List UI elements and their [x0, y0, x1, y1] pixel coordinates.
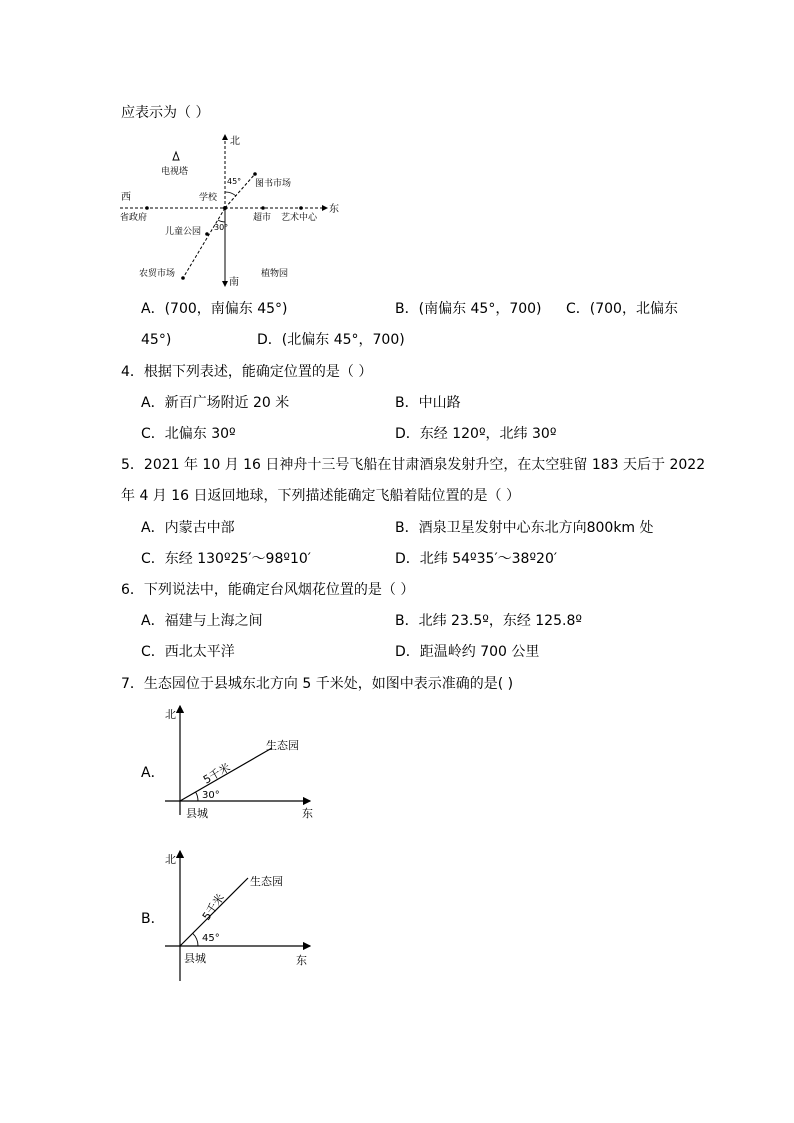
intro-text: 应表示为（ ）: [121, 105, 210, 121]
fig-a-east: 东: [302, 807, 313, 820]
q6-option-d: D．距温岭约 700 公里: [395, 644, 540, 660]
q6-stem: 6．下列说法中，能确定台风烟花位置的是（ ）: [121, 582, 415, 598]
label-school: 学校: [199, 193, 218, 203]
fig-b-origin: 县城: [184, 952, 206, 965]
fig-b-angle: 45°: [202, 933, 220, 944]
fig-a-origin: 县城: [186, 807, 208, 820]
q6-option-b: B．北纬 23.5º，东经 125.8º: [395, 613, 582, 629]
sw-ray: [183, 208, 225, 278]
q4-option-b: B．中山路: [395, 395, 461, 411]
q3-option-d: D．(北偏东 45°，700): [257, 332, 405, 348]
q7-stem: 7．生态园位于县城东北方向 5 千米处，如图中表示准确的是( ): [121, 676, 514, 692]
label-art-center: 艺术中心: [281, 213, 318, 223]
q3-option-a: A．(700，南偏东 45°): [141, 301, 288, 317]
label-botanical: 植物园: [261, 269, 289, 279]
q7-fig-a-letter: A．: [141, 765, 165, 781]
label-angle-45: 45°: [227, 177, 242, 186]
fig-a-target: 生态园: [266, 739, 299, 752]
label-gov: 省政府: [120, 213, 148, 223]
tv-tower-icon: [173, 152, 179, 160]
q5-option-d: D．北纬 54º35′～38º20′: [395, 551, 558, 567]
fig-a-distance: 5千米: [201, 760, 233, 787]
label-north: 北: [230, 136, 240, 147]
label-east: 东: [329, 204, 339, 215]
q5-option-c: C．东经 130º25′～98º10′: [141, 551, 311, 567]
fig-b-target: 生态园: [250, 875, 283, 888]
label-farm-market: 农贸市场: [139, 269, 176, 279]
q3-option-b: B．(南偏东 45°，700): [395, 301, 542, 317]
q4-stem: 4．根据下列表述，能确定位置的是（ ）: [121, 364, 373, 380]
q4-option-a: A．新百广场附近 20 米: [141, 395, 290, 411]
q5-stem-line2: 年 4 月 16 日返回地球，下列描述能确定飞船着陆位置的是（ ）: [121, 488, 520, 504]
q5-stem-line1: 5．2021 年 10 月 16 日神舟十三号飞船在甘肃酒泉发射升空，在太空驻留 183 天后于 2022: [121, 457, 706, 473]
q5-option-b: B．酒泉卫星发射中心东北方向800km 处: [395, 520, 654, 536]
q7-fig-b-letter: B．: [141, 911, 165, 927]
label-kids-park: 儿童公园: [165, 227, 202, 237]
q7-figure-a: [160, 700, 330, 825]
fig-a-north: 北: [165, 708, 176, 721]
label-supermarket: 超市: [253, 213, 272, 223]
fig-a-angle: 30°: [202, 790, 220, 801]
q7-figure-b: [160, 845, 330, 985]
q4-option-c: C．北偏东 30º: [141, 426, 236, 442]
label-south: 南: [229, 277, 239, 288]
fig-b-east: 东: [296, 954, 307, 967]
label-west: 西: [121, 192, 131, 203]
label-tv-tower: 电视塔: [161, 167, 189, 177]
position-map: [115, 130, 345, 290]
fig-b-distance: 5千米: [199, 891, 228, 923]
fig-b-north: 北: [165, 853, 176, 866]
q4-option-d: D．东经 120º，北纬 30º: [395, 426, 557, 442]
label-book-market: 图书市场: [255, 179, 292, 189]
q6-option-a: A．福建与上海之间: [141, 613, 263, 629]
q3-option-c-cont: 45°): [141, 332, 172, 348]
q3-option-c: C．(700，北偏东: [566, 301, 678, 317]
label-angle-30: 30°: [214, 223, 229, 232]
q6-option-c: C．西北太平洋: [141, 644, 235, 660]
q5-option-a: A．内蒙古中部: [141, 520, 235, 536]
